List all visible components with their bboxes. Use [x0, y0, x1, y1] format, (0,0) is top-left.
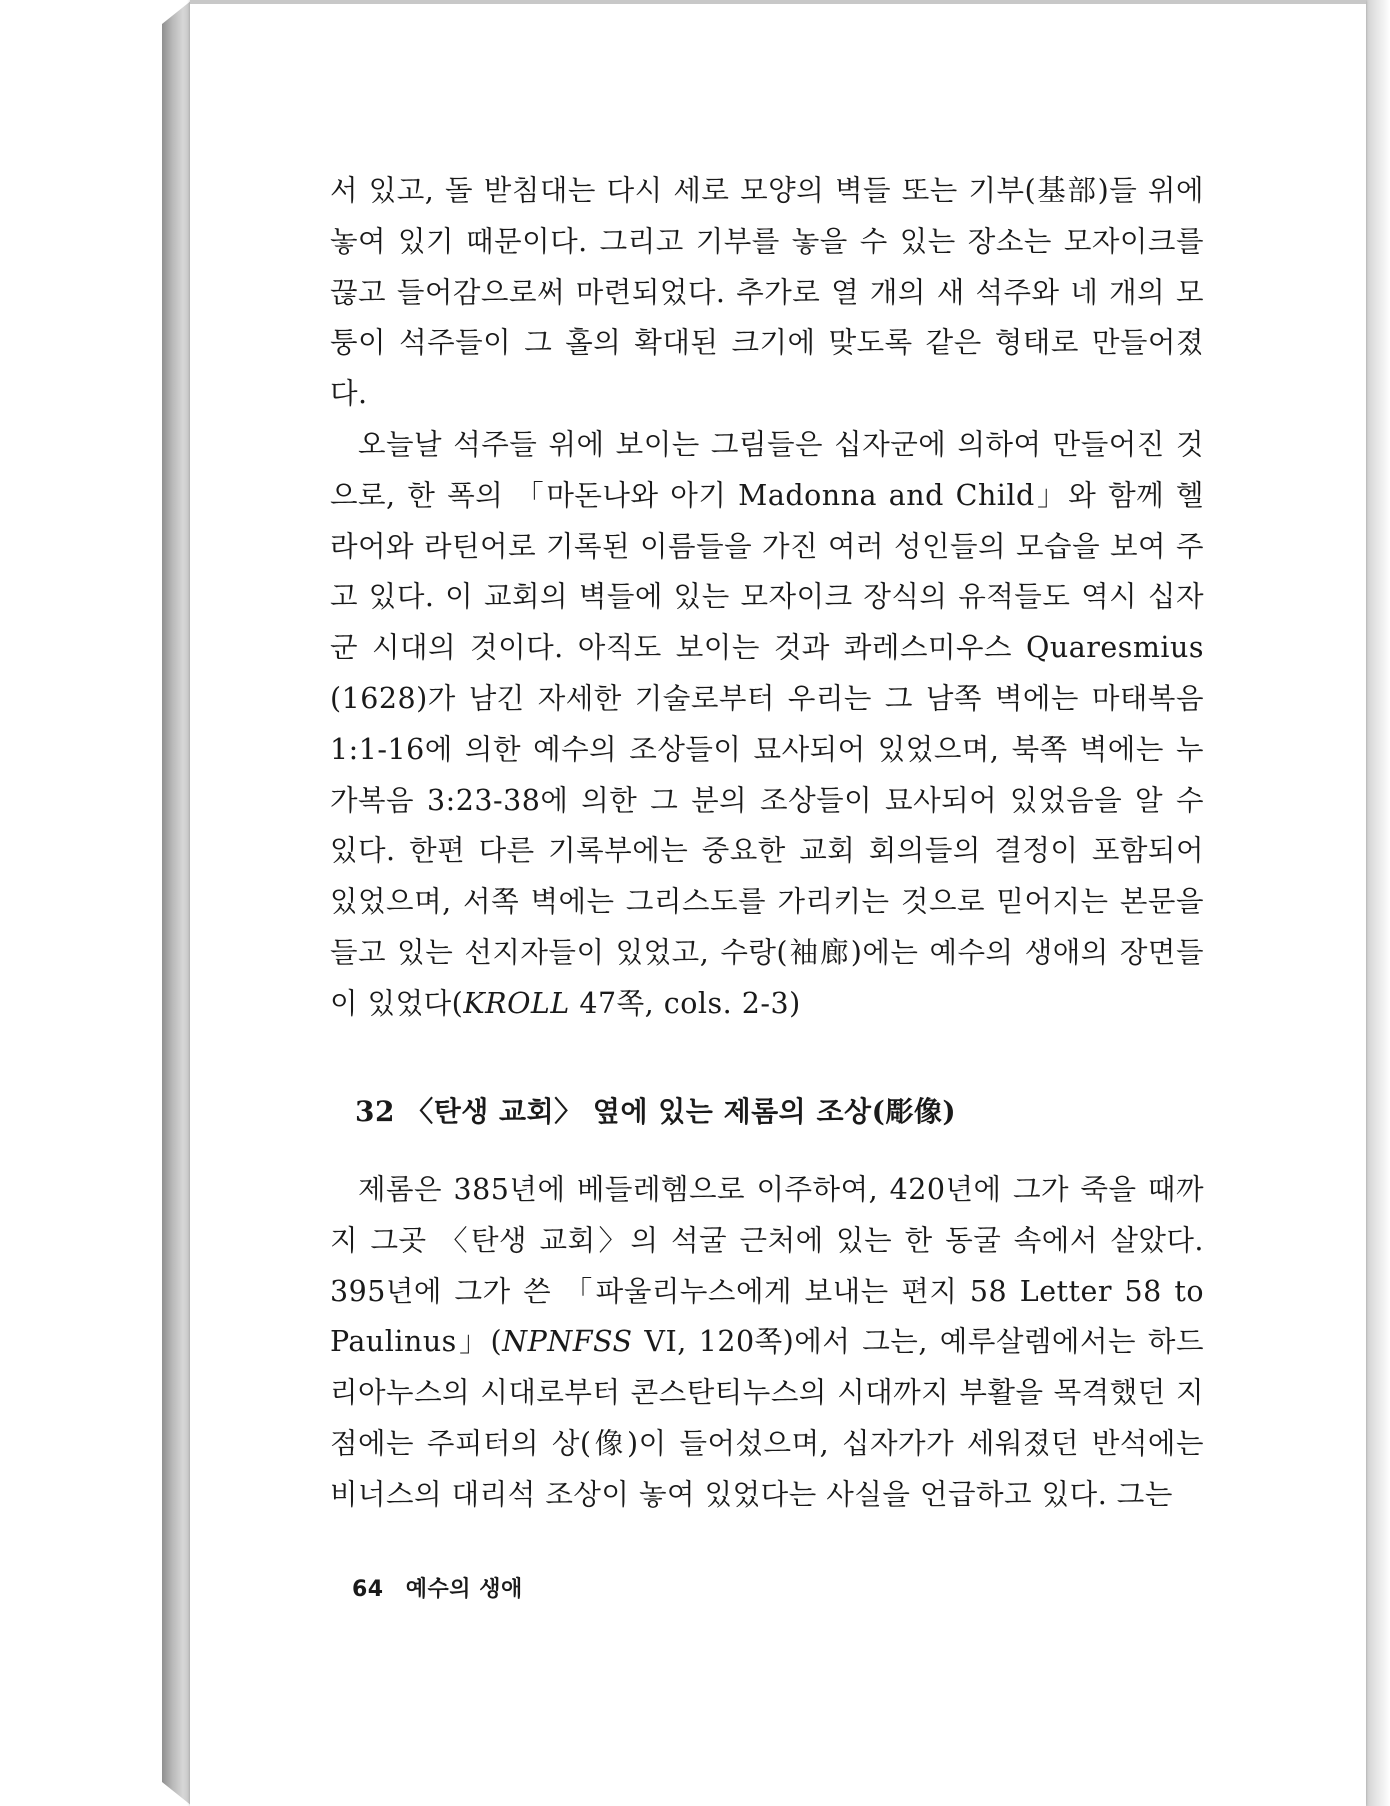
page-footer — [352, 1572, 523, 1603]
book-spine-edge — [162, 0, 192, 1806]
paragraph-continuation: 서 있고, 돌 받침대는 다시 세로 모양의 벽들 또는 기부(基部)들 위에 놓여 있기 때문이다. 그리고 기부를 놓을 수 있는 장소는 모자이크를 끊고 들어감으로써 마련되었다. 추가로 열 개의 새 석주와 네 개의 모퉁이 석주들이 그 홀의 확대된 크기에 맞도록 같은 형태로 만들어졌다. — [330, 174, 1204, 411]
citation-author: KROLL — [463, 986, 570, 1020]
paragraph-text: 오늘날 석주들 위에 보이는 그림들은 십자군에 의하여 만들어진 것으로, 한 폭의 「마돈나와 아기 Madonna and Child」와 함께 헬라어와 라틴어로 기록된 이름들을 가진 여러 성인들의 모습을 보여 주고 있다. 이 교회의 벽들에 있는 모자이크 장식의 유적들도 역시 십자군 시대의 것이다. 아직도 보이는 것과 콰레스미우스 Quaresmius (1628)가 남긴 자세한 기술로부터 우리는 그 남쪽 벽에는 마태복음 1:1-16에 의한 예수의 조상들이 묘사되어 있었으며, 북쪽 벽에는 누가복음 3:23-38에 의한 그 분의 조상들이 묘사되어 있었음을 알 수 있다. 한편 다른 기록부에는 중요한 교회 회의들의 결정이 포함되어 있었으며, 서쪽 벽에는 그리스도를 가리키는 것으로 믿어지는 본문을 들고 있는 선지자들이 있었고, 수랑(袖廊)에는 예수의 생애의 장면들이 있었다( — [330, 428, 1204, 1020]
citation-source: NPNFSS — [502, 1325, 633, 1359]
page-top-edge — [190, 0, 1366, 4]
page-right-shadow — [1366, 0, 1390, 1806]
paragraph-text: 제롬은 385년에 베들레헴으로 이주하여, 420년에 그가 죽을 때까지 그곳 〈탄생 교회〉의 석굴 근처에 있는 한 동굴 속에서 살았다. 395년에 그가 쓴 「파울리누스에게 보내는 편지 58 Letter 58 to Paulinus」( — [330, 1173, 1204, 1359]
paragraph-text: VI, 120쪽)에서 그는, 예루살렘에서는 하드리아누스의 시대로부터 콘스탄티누스의 시대까지 부활을 목격했던 지점에는 주피터의 상(像)이 들어섰으며, 십자가가 세워졌던 반석에는 비너스의 대리석 조상이 놓여 있었다는 사실을 언급하고 있다. 그는 — [330, 1325, 1204, 1511]
section-heading: 32 〈탄생 교회〉 옆에 있는 제롬의 조상(彫像) — [355, 1095, 957, 1128]
page-number: 64 — [352, 1577, 384, 1602]
paragraph-jerome — [330, 1165, 1204, 1521]
paragraph-text: 47쪽, cols. 2-3) — [569, 986, 801, 1020]
paragraph-crusader-paintings — [330, 420, 1204, 1030]
running-title: 예수의 생애 — [405, 1577, 523, 1602]
